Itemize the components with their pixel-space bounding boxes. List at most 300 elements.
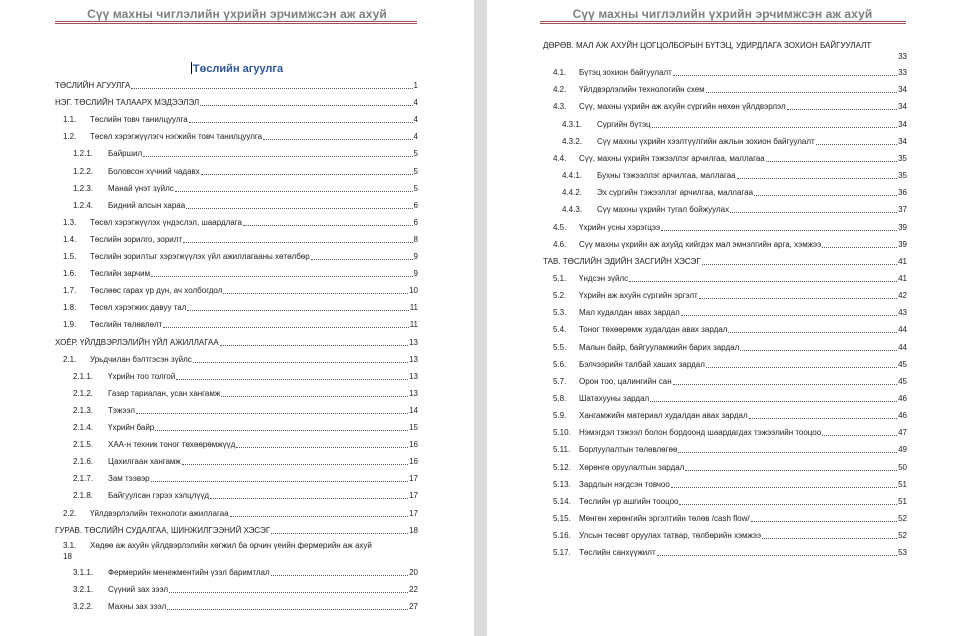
- toc-entry[interactable]: [553, 460, 907, 473]
- toc-entry[interactable]: [553, 511, 907, 524]
- toc-leader-dots: [221, 395, 408, 397]
- toc-entry-text: Мөнгөн хөрөнгийн эргэлтийн төлөв /cash flow/: [579, 514, 750, 524]
- toc-entry-page: 46: [898, 394, 907, 403]
- toc-entry-text: Зам тээвэр: [108, 474, 150, 484]
- toc-entry[interactable]: [553, 442, 907, 455]
- toc-entry-number: 4.6.: [553, 239, 567, 249]
- toc-heading-wrapper: [0, 62, 474, 75]
- toc-entry[interactable]: [63, 232, 418, 245]
- toc-entry-page: 16: [409, 457, 418, 467]
- toc-entry-text: Махны зах зээл: [108, 602, 167, 611]
- toc-entry[interactable]: [553, 528, 907, 541]
- toc-entry-number: 5.6.: [553, 359, 567, 369]
- toc-entry-page: 5: [413, 149, 418, 159]
- toc-entry-page: 11: [409, 303, 418, 313]
- toc-entry-page: 41: [898, 273, 907, 283]
- toc-entry-text: Цахилгаан хангамж: [108, 457, 181, 467]
- toc-leader-dots: [189, 121, 413, 123]
- toc-entry-text: Хөрөнгө оруулалтын зардал: [579, 462, 685, 472]
- toc-entry-number: 5.12.: [553, 462, 571, 472]
- toc-leader-dots: [816, 143, 897, 145]
- toc-entry-page: 16: [409, 440, 418, 450]
- toc-leader-dots: [136, 412, 408, 414]
- document-page-right[interactable]: [487, 0, 958, 636]
- toc-entry-page: 9: [413, 269, 418, 279]
- toc-leader-dots: [186, 207, 412, 209]
- toc-entry[interactable]: [73, 181, 418, 194]
- toc-leader-dots: [223, 292, 408, 294]
- toc-entry[interactable]: [553, 305, 907, 318]
- toc-entry-number: 1.1.: [63, 115, 77, 125]
- toc-entry[interactable]: [553, 494, 907, 507]
- toc-entry-page: 6: [413, 200, 418, 210]
- toc-entry[interactable]: [55, 335, 418, 348]
- toc-entry[interactable]: [553, 545, 907, 558]
- toc-entry-page: 18: [409, 525, 418, 535]
- page-header-right: Сүү махны чиглэлийн үхрийн эрчимжсэн аж ахуй: [572, 7, 873, 21]
- toc-entry[interactable]: [553, 65, 907, 78]
- toc-entry-number: 4.4.: [553, 153, 567, 163]
- toc-entry[interactable]: [543, 40, 907, 62]
- toc-entry-number: 5.8.: [553, 394, 567, 403]
- toc-entry-text: Төслийн төлөвлөлт: [90, 320, 163, 330]
- toc-entry-text: Төслийн товч танилцуулга: [90, 115, 188, 125]
- toc-entry[interactable]: [553, 408, 907, 421]
- toc-entry-number: 1.6.: [63, 269, 77, 279]
- toc-entry-text: Төсөл хэрэгжүүлэгч нэгжийн товч танилцуулга: [90, 132, 263, 142]
- toc-entry-text: ХОЁР. ҮЙЛДВЭРЛЭЛИЙН ҮЙЛ АЖИЛЛАГАА: [55, 337, 219, 347]
- toc-entry-page: 15: [409, 423, 418, 432]
- toc-entry-page: 14: [409, 405, 418, 415]
- toc-leader-dots: [187, 309, 408, 311]
- toc-entry-number: 4.1.: [553, 68, 567, 78]
- toc-entry-text: Төсөл хэрэгжүүлэх үндэслэл, шаардлага: [90, 217, 242, 227]
- toc-entry-text: Шатахууны зардал: [579, 394, 650, 403]
- toc-entry-number: 4.4.1.: [562, 171, 583, 181]
- toc-entry[interactable]: [553, 82, 907, 95]
- toc-entry-text: Хөдөө аж ахуйн үйлдвэрлэлийн хөгжил ба орчин үеийн фермерийн аж ахуй: [90, 540, 372, 550]
- toc-entry-text: НЭГ. ТӨСЛИЙН ТАЛААРХ МЭДЭЭЛЭЛ: [55, 98, 200, 108]
- toc-leader-dots: [193, 361, 408, 363]
- toc-entry[interactable]: [63, 317, 418, 330]
- toc-entry-text: Төслийн зарчим: [90, 269, 151, 279]
- toc-entry-text: Бухны тэжээллэг арчилгаа, маллагаа: [597, 171, 736, 181]
- toc-entry-page: 11: [409, 320, 418, 330]
- toc-entry-number: 2.1.: [63, 354, 77, 364]
- toc-leader-dots: [200, 104, 412, 106]
- toc-entry-number: 1.2.3.: [73, 183, 94, 193]
- toc-entry-text: ХАА-н техник тоног төхөөрөмжүүд: [108, 440, 236, 450]
- toc-entry-page: 34: [898, 85, 907, 95]
- toc-entry-number: 4.3.: [553, 102, 567, 112]
- toc-leader-dots: [175, 190, 413, 192]
- toc-entry-page: 42: [898, 291, 907, 301]
- toc-entry-page: 33: [898, 68, 907, 78]
- toc-leader-dots: [230, 515, 408, 517]
- toc-entry-number: 3.1.1.: [73, 567, 94, 577]
- toc-entry-text: Боловсон хүчний чадавх: [108, 166, 200, 176]
- toc-entry[interactable]: [73, 146, 418, 159]
- toc-entry[interactable]: [543, 254, 907, 267]
- toc-entry[interactable]: [63, 266, 418, 279]
- toc-entry[interactable]: [553, 357, 907, 370]
- page-gap: [474, 0, 487, 636]
- toc-entry-page: 45: [898, 376, 907, 386]
- toc-entry-text: ТӨСЛИЙН АГУУЛГА: [55, 81, 131, 90]
- toc-entry-number: 1.2.4.: [73, 200, 94, 210]
- toc-entry-page: 4: [413, 115, 418, 125]
- toc-entry[interactable]: [63, 112, 418, 125]
- toc-entry-text: Төслийн зорилтыг хэрэгжүүлэх үйл ажиллагааны хөтөлбөр: [90, 252, 310, 261]
- header-rule: [540, 21, 906, 22]
- toc-entry[interactable]: [553, 425, 907, 438]
- toc-leader-dots: [182, 463, 408, 465]
- toc-entry-text: Урьдчилан бэлтгэсэн зүйлс: [90, 354, 192, 364]
- toc-entry-page: 5: [413, 166, 418, 176]
- toc-entry-page: 50: [898, 462, 907, 472]
- toc-entry-text: Борлуулалтын төлөвлөгөө: [579, 445, 678, 455]
- toc-entry-page: 51: [898, 496, 907, 506]
- toc-entry-number: 5.2.: [553, 291, 567, 301]
- toc-entry-page: 18: [63, 551, 72, 561]
- toc-entry-page: 35: [898, 153, 907, 163]
- toc-entry[interactable]: [63, 540, 418, 562]
- toc-entry[interactable]: [553, 151, 907, 164]
- toc-entry[interactable]: [553, 477, 907, 490]
- toc-leader-dots: [243, 224, 413, 226]
- toc-entry-page: 8: [413, 234, 418, 244]
- toc-entry-number: 2.1.3.: [73, 405, 94, 415]
- toc-entry-text: ТАВ. ТӨСЛИЙН ЭДИЙН ЗАСГИЙН ХЭСЭГ: [543, 256, 701, 266]
- toc-entry-text: Улсын төсөвт оруулах татвар, төлбөрийн хэмжээ: [579, 531, 762, 541]
- toc-entry-page: 52: [898, 531, 907, 541]
- toc-entry[interactable]: [63, 249, 418, 262]
- toc-entry-number: 2.1.1.: [73, 371, 94, 381]
- toc-entry[interactable]: [63, 283, 418, 296]
- toc-entry[interactable]: [562, 185, 907, 198]
- toc-entry-page: 34: [898, 136, 907, 146]
- toc-leader-dots: [151, 480, 408, 482]
- toc-entry-page: 47: [898, 428, 907, 438]
- toc-entry-number: 4.2.: [553, 85, 567, 95]
- toc-leader-dots: [167, 608, 408, 610]
- toc-entry[interactable]: [73, 198, 418, 211]
- toc-leader-dots: [737, 177, 897, 179]
- toc-leader-dots: [822, 246, 897, 248]
- toc-leader-dots: [673, 74, 897, 76]
- toc-leader-dots: [673, 383, 897, 385]
- toc-entry[interactable]: [73, 164, 418, 177]
- toc-entry-page: 13: [409, 337, 418, 347]
- toc-leader-dots: [730, 211, 897, 213]
- toc-entry-number: 3.1.: [63, 540, 77, 550]
- toc-entry-page: 13: [409, 371, 418, 381]
- toc-entry[interactable]: [73, 488, 418, 501]
- toc-entry-text: Нэмэгдэл тэжээл болон бордоонд шаардагдах тэжээлийн тооцоо: [579, 428, 822, 438]
- toc-entry-text: Бүтэц зохион байгуулалт: [579, 68, 672, 78]
- toc-entry-number: 5.3.: [553, 308, 567, 318]
- toc-entry[interactable]: [73, 565, 418, 578]
- toc-entry-number: 2.1.8.: [73, 491, 94, 501]
- toc-heading: Төслийн агуулга: [192, 63, 284, 75]
- text-cursor: [191, 62, 192, 74]
- toc-leader-dots: [679, 503, 897, 505]
- toc-entry-number: 2.1.2.: [73, 388, 94, 398]
- toc-entry-text: Сүү махны үхрийн хээлтүүлгийн ажлын зохион байгуулалт: [597, 136, 815, 146]
- toc-entry[interactable]: [562, 168, 907, 181]
- toc-entry[interactable]: [553, 271, 907, 284]
- toc-entry-text: Байршил: [108, 149, 143, 159]
- toc-leader-dots: [183, 241, 412, 243]
- toc-entry-number: 5.16.: [553, 531, 571, 541]
- toc-leader-dots: [131, 87, 412, 89]
- toc-leader-dots: [155, 429, 408, 431]
- toc-entry-number: 5.14.: [553, 496, 571, 506]
- toc-leader-dots: [650, 400, 897, 402]
- toc-entry-text: Бидний алсын хараа: [108, 200, 186, 210]
- toc-entry-text: Орон тоо, цалингийн сан: [579, 376, 672, 386]
- toc-entry-page: 1: [413, 81, 418, 90]
- toc-entry-text: Үндсэн зүйлс: [579, 273, 629, 283]
- toc-entry[interactable]: [63, 300, 418, 313]
- toc-entry[interactable]: [55, 95, 418, 108]
- toc-entry[interactable]: [73, 386, 418, 399]
- header-rule: [55, 23, 417, 24]
- toc-entry[interactable]: [73, 420, 418, 433]
- toc-entry[interactable]: [73, 369, 418, 382]
- toc-entry-number: 5.1.: [553, 273, 567, 283]
- toc-entry-number: 1.8.: [63, 303, 77, 313]
- toc-entry-text: Сүү махны үхрийн аж ахуйд хийгдэх мал эмнэлгийн арга, хэмжээ: [579, 239, 822, 249]
- toc-entry-page: 4: [413, 132, 418, 142]
- toc-entry-number: 1.3.: [63, 217, 77, 227]
- toc-entry[interactable]: [63, 506, 418, 519]
- toc-entry-text: Сүргийн бүтэц: [597, 119, 651, 129]
- toc-leader-dots: [220, 344, 408, 346]
- toc-entry[interactable]: [63, 352, 418, 365]
- toc-entry-text: Малын байр, байгууламжийн барих зардал: [579, 342, 740, 352]
- toc-entry-page: 22: [409, 584, 418, 594]
- toc-leader-dots: [271, 532, 408, 534]
- toc-leader-dots: [163, 326, 408, 328]
- toc-entry-text: Сүү, махны үхрийн аж ахуйн сүргийн нөхөн үйлдвэрлэл: [579, 102, 786, 112]
- toc-entry-text: Газар тариалан, усан хангамж: [108, 388, 221, 398]
- page-header-left: Сүү махны чиглэлийн үхрийн эрчимжсэн аж ахуй: [87, 7, 387, 21]
- toc-entry-number: 2.1.5.: [73, 440, 94, 450]
- toc-entry-text: Төслийн зорилго, зорилт: [90, 234, 183, 244]
- toc-entry-page: 17: [409, 491, 418, 501]
- toc-entry[interactable]: [55, 78, 418, 91]
- toc-entry-page: 9: [413, 252, 418, 261]
- toc-leader-dots: [766, 160, 897, 162]
- toc-entry-text: Тоног төхөөрөмж худалдан авах зардал: [579, 325, 728, 335]
- toc-entry-number: 4.3.2.: [562, 136, 583, 146]
- toc-entry-number: 1.5.: [63, 252, 77, 261]
- toc-entry-line: [543, 40, 907, 51]
- toc-entry[interactable]: [73, 454, 418, 467]
- toc-entry-number: 4.3.1.: [562, 119, 583, 129]
- toc-entry-page: 35: [898, 171, 907, 181]
- toc-entry[interactable]: [63, 129, 418, 142]
- toc-entry[interactable]: [55, 523, 418, 536]
- toc-entry-page-line: [63, 551, 418, 562]
- toc-entry-text: Мал худалдан авах зардал: [579, 308, 680, 318]
- toc-entry-page-line: [543, 51, 907, 62]
- toc-entry[interactable]: [73, 437, 418, 450]
- toc-entry-page: 34: [898, 119, 907, 129]
- toc-entry-number: 1.4.: [63, 234, 77, 244]
- toc-entry-page: 44: [898, 325, 907, 335]
- toc-entry-text: Үхрийн байр: [108, 423, 155, 432]
- toc-entry-number: 1.7.: [63, 286, 77, 296]
- toc-entry-page: 51: [898, 479, 907, 489]
- toc-entry[interactable]: [63, 215, 418, 228]
- toc-entry[interactable]: [73, 471, 418, 484]
- toc-entry-number: 5.5.: [553, 342, 567, 352]
- toc-entry-number: 5.17.: [553, 548, 571, 558]
- header-rule: [540, 23, 906, 24]
- toc-entry[interactable]: [553, 99, 907, 112]
- toc-entry-number: 2.1.6.: [73, 457, 94, 467]
- toc-entry-number: 2.1.7.: [73, 474, 94, 484]
- toc-entry-page: 33: [898, 52, 907, 61]
- toc-entry-text: Үхрийн тоо толгой: [108, 371, 176, 381]
- toc-entry-page: 17: [409, 474, 418, 484]
- toc-entry-page: 34: [898, 102, 907, 112]
- toc-leader-dots: [176, 378, 408, 380]
- toc-entry[interactable]: [562, 202, 907, 215]
- toc-entry-text: Байгуулсан гэрээ хэлцлүүд: [108, 491, 209, 501]
- toc-leader-dots: [762, 537, 897, 539]
- toc-entry[interactable]: [73, 582, 418, 595]
- toc-entry-text: Манай үнэт зүйлс: [108, 183, 174, 193]
- toc-entry[interactable]: [73, 599, 418, 612]
- toc-leader-dots: [685, 469, 897, 471]
- toc-entry-text: Сүү, махны үхрийн тэжээллэг арчилгаа, маллагаа: [579, 153, 765, 163]
- toc-entry[interactable]: [553, 391, 907, 404]
- toc-entry-text: Үйлдвэрлэлийн технологи ажиллагаа: [90, 508, 229, 518]
- toc-entry[interactable]: [553, 288, 907, 301]
- toc-leader-dots: [271, 574, 408, 576]
- toc-entry-number: 5.10.: [553, 428, 571, 438]
- toc-entry-page: 41: [898, 256, 907, 266]
- toc-entry-text: Үхрийн усны хэрэгцээ: [579, 222, 661, 232]
- toc-entry-text: Зардлын нэгдсэн товчоо: [579, 479, 670, 489]
- toc-entry-text: ДӨРӨВ. МАЛ АЖ АХУЙН ЦОГЦОЛБОРЫН БҮТЭЦ, УДИРДЛАГА ЗОХИОН БАЙГУУЛАЛТ: [543, 41, 872, 50]
- toc-entry-text: Үйлдвэрлэлийн технологийн схем: [579, 85, 705, 95]
- toc-entry-number: 5.13.: [553, 479, 571, 489]
- toc-leader-dots: [661, 229, 897, 231]
- toc-leader-dots: [201, 173, 413, 175]
- toc-entry-text: ГУРАВ. ТӨСЛИЙН СУДАЛГАА, ШИНЖИЛГЭЭНИЙ ХЭСЭГ: [55, 525, 271, 535]
- toc-leader-dots: [671, 486, 897, 488]
- toc-entry-number: 1.2.1.: [73, 149, 94, 159]
- toc-entry-number: 4.4.3.: [562, 205, 583, 215]
- toc-entry-number: 5.11.: [553, 445, 571, 455]
- toc-entry[interactable]: [553, 237, 907, 250]
- toc-leader-dots: [629, 280, 897, 282]
- toc-entry[interactable]: [73, 403, 418, 416]
- toc-leader-dots: [749, 417, 897, 419]
- toc-entry-number: 3.2.2.: [73, 602, 94, 611]
- toc-leader-dots: [311, 258, 413, 260]
- toc-entry-page: 5: [413, 183, 418, 193]
- toc-entry-number: 4.5.: [553, 222, 567, 232]
- toc-entry-text: Сүү махны үхрийн тугал бойжуулах: [597, 205, 730, 215]
- toc-entry-page: 46: [898, 411, 907, 421]
- toc-leader-dots: [657, 554, 897, 556]
- toc-entry-text: Төслийн үр ашгийн тооцоо: [579, 496, 679, 506]
- toc-entry-page: 52: [898, 514, 907, 524]
- toc-entry-text: Хангамжийн материал худалдан авах зардал: [579, 411, 748, 421]
- toc-leader-dots: [787, 108, 897, 110]
- toc-leader-dots: [699, 297, 897, 299]
- toc-entry-text: Төслөөс гарах үр дүн, ач холбогдол: [90, 286, 223, 296]
- toc-entry-page: 43: [898, 308, 907, 318]
- toc-leader-dots: [706, 366, 897, 368]
- toc-entry-page: 17: [409, 508, 418, 518]
- toc-leader-dots: [702, 263, 897, 265]
- toc-entry-page: 13: [409, 354, 418, 364]
- toc-entry-text: Бэлчээрийн талбай хаших зардал: [579, 359, 705, 369]
- toc-leader-dots: [751, 520, 898, 522]
- toc-leader-dots: [706, 91, 897, 93]
- toc-entry-line: [63, 540, 418, 551]
- toc-entry[interactable]: [562, 134, 907, 147]
- toc-entry-number: 4.4.2.: [562, 188, 583, 198]
- toc-entry-page: 45: [898, 359, 907, 369]
- toc-leader-dots: [728, 331, 897, 333]
- toc-entry-page: 27: [409, 602, 418, 611]
- toc-entry-page: 49: [898, 445, 907, 455]
- toc-entry-number: 5.7.: [553, 376, 567, 386]
- toc-entry[interactable]: [553, 220, 907, 233]
- toc-entry-page: 4: [413, 98, 418, 108]
- toc-entry-text: Тэжээл: [108, 405, 135, 415]
- toc-entry-number: 3.2.1.: [73, 584, 94, 594]
- toc-entry-page: 53: [898, 548, 907, 558]
- toc-entry-text: Эх сүргийн тэжээллэг арчилгаа, маллагаа: [597, 188, 754, 198]
- toc-entry-page: 36: [898, 188, 907, 198]
- toc-leader-dots: [143, 155, 412, 157]
- toc-entry[interactable]: [562, 117, 907, 130]
- document-page-left[interactable]: [0, 0, 474, 636]
- toc-entry-page: 39: [898, 239, 907, 249]
- toc-leader-dots: [678, 451, 897, 453]
- toc-entry-number: 5.9.: [553, 411, 567, 421]
- toc-entry-number: 5.4.: [553, 325, 567, 335]
- toc-entry-text: Фермерийн менежментийн үзэл баримтлал: [108, 567, 270, 577]
- toc-entry[interactable]: [553, 374, 907, 387]
- toc-leader-dots: [681, 314, 897, 316]
- toc-entry-number: 2.2.: [63, 508, 77, 518]
- toc-entry-number: 1.2.2.: [73, 166, 94, 176]
- toc-entry-page: 39: [898, 222, 907, 232]
- toc-leader-dots: [210, 497, 408, 499]
- toc-entry-number: 1.9.: [63, 320, 77, 330]
- toc-entry-text: Төсөл хэрэгжих давуу тал: [90, 303, 187, 313]
- toc-entry-page: 37: [898, 205, 907, 215]
- toc-entry-text: Сүүний зах зээл: [108, 584, 169, 594]
- toc-leader-dots: [740, 349, 897, 351]
- toc-entry-number: 1.2.: [63, 132, 77, 142]
- toc-leader-dots: [169, 591, 408, 593]
- toc-leader-dots: [263, 138, 412, 140]
- toc-leader-dots: [652, 126, 897, 128]
- toc-entry[interactable]: [553, 340, 907, 353]
- toc-entry[interactable]: [553, 322, 907, 335]
- toc-entry-number: 5.15.: [553, 514, 571, 524]
